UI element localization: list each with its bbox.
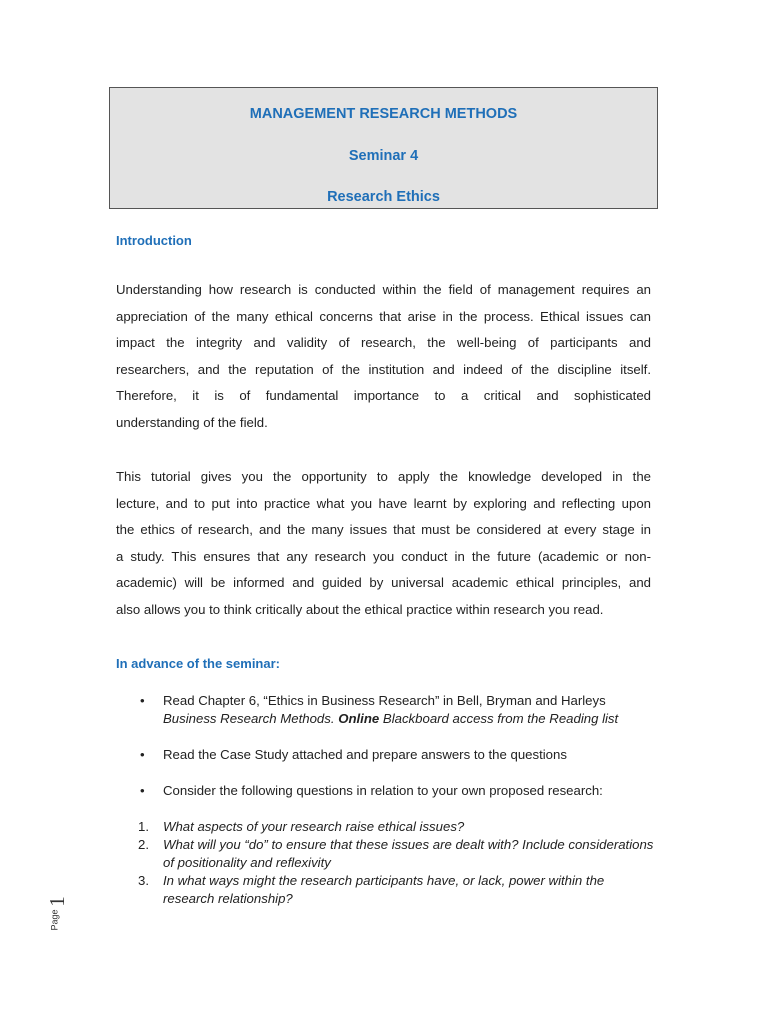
bullet-icon: •: [140, 783, 145, 798]
topic-title: Research Ethics: [327, 189, 440, 205]
question-text: What will you “do” to ensure that these issues are dealt with? Include considerations of positionality and reflexivity: [163, 837, 654, 870]
paragraph-line: impact the integrity and validity of research, the well-being of participants and: [116, 335, 651, 351]
question-number: 3.: [138, 873, 149, 888]
page-number: 1: [44, 896, 69, 907]
paragraph-line: a study. This ensures that any research you conduct in the future (academic or non-: [116, 548, 651, 564]
reading-list-note: Blackboard access from the Reading list: [382, 711, 619, 726]
book-title: Business Research Methods.: [163, 711, 335, 726]
title-box: [109, 87, 658, 209]
introduction-paragraph-1: [116, 277, 651, 437]
paragraph-line: lecture, and to put into practice what you have learnt by exploring and reflecting upon: [116, 495, 651, 511]
bullet-text: Read the Case Study attached and prepare answers to the questions: [163, 747, 567, 762]
page-label: Page: [49, 909, 60, 931]
question-number: 1.: [138, 819, 149, 834]
paragraph-line: also allows you to think critically about the ethical practice within research you read.: [116, 601, 604, 617]
introduction-heading: Introduction: [116, 233, 192, 248]
paragraph-line: This tutorial gives you the opportunity to apply the knowledge developed in the: [116, 469, 651, 484]
question-text: What aspects of your research raise ethical issues?: [163, 819, 465, 834]
question-number: 2.: [138, 837, 149, 852]
page-number-marker: [44, 895, 90, 935]
paragraph-line: academic) will be informed and guided by universal academic ethical principles, and: [116, 575, 651, 591]
bullet-text: Consider the following questions in relation to your own proposed research:: [163, 783, 603, 798]
document-title: MANAGEMENT RESEARCH METHODS: [249, 106, 518, 122]
question-text: In what ways might the research participants have, or lack, power within the research relationship?: [163, 873, 605, 906]
seminar-label: Seminar 4: [348, 148, 419, 164]
paragraph-line: Understanding how research is conducted within the field of management requires an: [116, 282, 651, 297]
bullet-icon: •: [140, 747, 145, 762]
online-label: Online: [338, 711, 380, 726]
paragraph-line: the ethics of research, and the many issues that must be considered at every stage in: [116, 522, 651, 538]
paragraph-line: Therefore, it is of fundamental importance to a critical and sophisticated: [116, 388, 651, 404]
paragraph-line: appreciation of the many ethical concerns that arise in the process. Ethical issues can: [116, 308, 651, 324]
paragraph-line: understanding of the field.: [116, 414, 268, 430]
advance-heading: In advance of the seminar:: [116, 656, 280, 671]
bullet-text: Read Chapter 6, “Ethics in Business Research” in Bell, Bryman and Harleys: [163, 693, 606, 708]
introduction-paragraph-2: [116, 464, 651, 624]
bullet-icon: •: [140, 693, 145, 708]
paragraph-line: researchers, and the reputation of the institution and indeed of the discipline itself.: [116, 361, 651, 377]
